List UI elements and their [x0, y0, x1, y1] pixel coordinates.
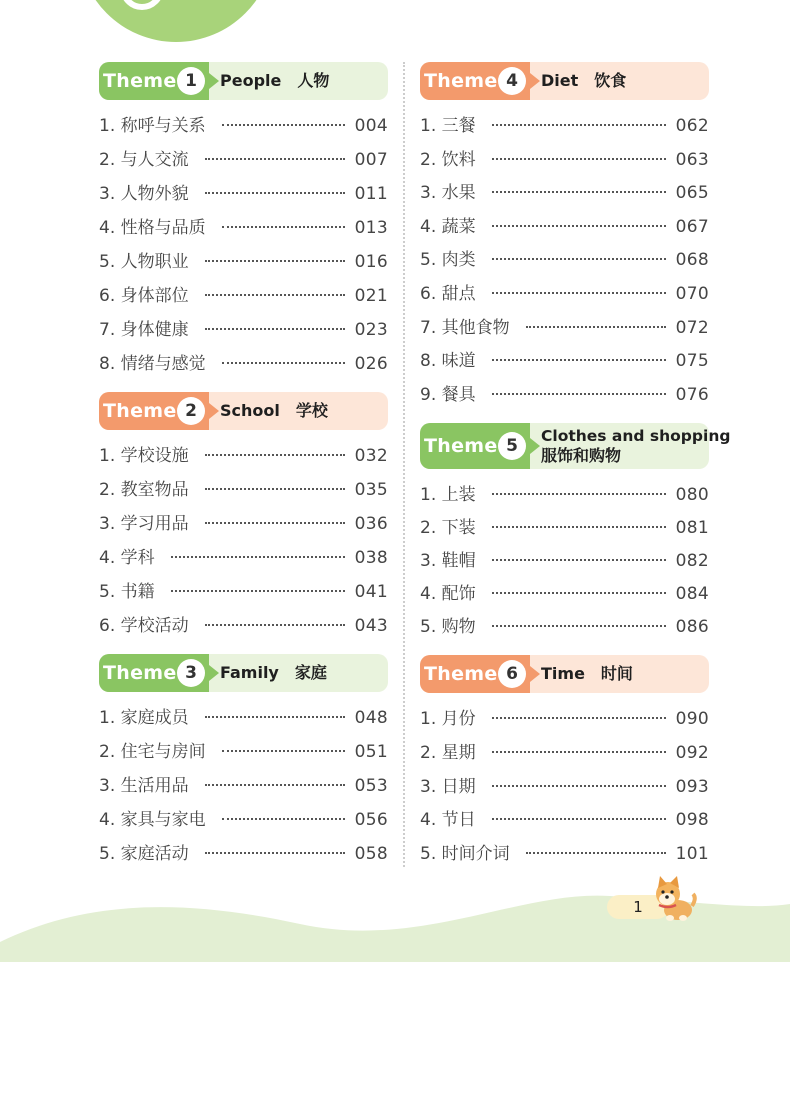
theme-word: Theme: [103, 400, 177, 422]
toc-entry-page: 058: [354, 844, 388, 864]
toc-leader-dots: [222, 818, 345, 820]
theme-word: Theme: [103, 662, 177, 684]
theme-title-en: Time: [541, 664, 585, 684]
toc-entry-label: 2. 星期: [420, 742, 476, 763]
theme-title-en: People: [220, 71, 282, 90]
toc-entry-label: 4. 家具与家电: [99, 810, 206, 830]
theme-arrow-icon: [530, 438, 540, 454]
toc-entry-label: 7. 身体健康: [99, 320, 189, 340]
toc-entry[interactable]: [99, 475, 388, 509]
toc-entry-page: 098: [675, 810, 709, 831]
toc-leader-dots: [205, 328, 345, 330]
toc-entry-label: 3. 鞋帽: [420, 551, 476, 572]
toc-entry-label: 2. 教室物品: [99, 480, 189, 500]
toc-entry-label: 1. 三餐: [420, 116, 476, 136]
theme-banner-4: [420, 62, 709, 100]
toc-entry-label: 6. 学校活动: [99, 616, 189, 636]
toc-entry[interactable]: [420, 178, 709, 212]
toc-entry[interactable]: [99, 349, 388, 383]
toc-entry-label: 5. 肉类: [420, 250, 476, 271]
toc-entry-page: 063: [675, 149, 709, 170]
toc-entry-label: 3. 生活用品: [99, 776, 189, 796]
toc-entry-label: 4. 节日: [420, 810, 476, 831]
toc-entry-label: 2. 下装: [420, 518, 476, 539]
toc-entry[interactable]: [420, 546, 709, 579]
toc-entry[interactable]: [420, 704, 709, 738]
toc-entry-label: 5. 时间介词: [420, 843, 510, 864]
toc-leader-dots: [222, 750, 345, 752]
theme-title-zh: 饮食: [594, 71, 627, 90]
theme-title-zh: 学校: [295, 401, 328, 420]
toc-entry-page: 021: [354, 286, 388, 306]
theme-title: [541, 664, 633, 684]
section-spacer: [99, 645, 388, 654]
toc-entry[interactable]: [99, 543, 388, 577]
toc-entry-page: 026: [354, 354, 388, 374]
theme-banner-6: [420, 655, 709, 693]
toc-entry-page: 016: [354, 252, 388, 272]
toc-entry[interactable]: [99, 111, 388, 145]
toc-entry-label: 3. 水果: [420, 183, 476, 204]
toc-entry-label: 3. 学习用品: [99, 514, 189, 534]
toc-entry[interactable]: [99, 737, 388, 771]
theme-title-zh: 人物: [297, 71, 330, 90]
toc-right-column: [420, 62, 731, 872]
toc-entry-page: 086: [675, 617, 709, 638]
theme-title-en: Diet: [541, 71, 579, 90]
toc-entry-page: 038: [354, 548, 388, 568]
toc-entry-page: 056: [354, 810, 388, 830]
theme-banner-3: [99, 654, 388, 692]
toc-entry-page: 062: [675, 116, 709, 136]
toc-leader-dots: [205, 260, 345, 262]
toc-entry[interactable]: [99, 179, 388, 213]
toc-entry-page: 092: [675, 742, 709, 763]
toc-entry-page: 048: [354, 708, 388, 728]
toc-leader-dots: [205, 522, 345, 524]
toc-leader-dots: [492, 158, 666, 160]
theme-word: Theme: [424, 663, 498, 686]
theme-title-en: Family: [220, 663, 279, 682]
toc-entry-page: 093: [675, 776, 709, 797]
toc-entry-page: 065: [675, 183, 709, 204]
theme-number: 2: [177, 397, 205, 425]
toc-leader-dots: [492, 717, 666, 719]
toc-leader-dots: [205, 158, 345, 160]
toc-leader-dots: [222, 362, 345, 364]
toc-entry-page: 011: [354, 184, 388, 204]
toc-leader-dots: [492, 559, 666, 561]
toc-entry-label: 1. 称呼与关系: [99, 116, 206, 136]
theme-number: 4: [498, 67, 526, 95]
toc-entry[interactable]: [420, 612, 709, 645]
toc-leader-dots: [205, 784, 345, 786]
theme-arrow-icon: [209, 403, 219, 419]
toc-leader-dots: [526, 326, 666, 328]
toc-leader-dots: [171, 556, 345, 558]
toc-entry-label: 9. 餐具: [420, 384, 476, 405]
theme-title: [541, 426, 730, 466]
toc-entry-page: 076: [675, 384, 709, 405]
toc-entry[interactable]: [99, 509, 388, 543]
toc-leader-dots: [492, 751, 666, 753]
toc-entry-page: 090: [675, 709, 709, 730]
theme-number: 3: [177, 659, 205, 687]
toc-leader-dots: [492, 225, 666, 227]
toc-entry-page: 023: [354, 320, 388, 340]
theme-number: 5: [498, 432, 526, 460]
toc-entry[interactable]: [420, 313, 709, 347]
toc-entry-page: 070: [675, 283, 709, 304]
toc-entry-label: 1. 上装: [420, 485, 476, 506]
toc-entry[interactable]: [99, 441, 388, 475]
section-spacer: [420, 645, 709, 655]
toc-entry-page: 013: [354, 218, 388, 238]
toc-leader-dots: [205, 294, 345, 296]
toc-entry-label: 1. 月份: [420, 709, 476, 730]
toc-entry-label: 4. 配饰: [420, 584, 476, 605]
theme-banner-2: [99, 392, 388, 430]
theme-arrow-icon: [530, 666, 540, 682]
toc-entry-label: 4. 蔬菜: [420, 216, 476, 237]
theme-banner-5: [420, 423, 731, 469]
toc-leader-dots: [492, 526, 666, 528]
theme-number: 1: [177, 67, 205, 95]
toc-entry-page: 067: [675, 216, 709, 237]
toc-leader-dots: [205, 192, 345, 194]
toc-entry[interactable]: [420, 111, 709, 145]
toc-leader-dots: [492, 258, 666, 260]
toc-entry-page: 004: [354, 116, 388, 136]
toc-entry-label: 3. 日期: [420, 776, 476, 797]
toc-entry-page: 041: [354, 582, 388, 602]
theme-arrow-icon: [209, 665, 219, 681]
toc-leader-dots: [492, 818, 666, 820]
toc-leader-dots: [492, 359, 666, 361]
toc-entry-page: 036: [354, 514, 388, 534]
page-number: 1: [607, 895, 669, 919]
toc-entry-label: 2. 与人交流: [99, 150, 189, 170]
shiba-dog-icon: [650, 876, 698, 922]
theme-number: 6: [498, 660, 526, 688]
toc-leader-dots: [492, 393, 666, 395]
toc-leader-dots: [492, 292, 666, 294]
toc-leader-dots: [222, 226, 345, 228]
toc-entry-page: 101: [675, 843, 709, 864]
toc-entry[interactable]: [99, 281, 388, 315]
toc-entry-page: 084: [675, 584, 709, 605]
toc-entry[interactable]: [420, 346, 709, 380]
toc-entry-label: 7. 其他食物: [420, 317, 510, 338]
toc-entry-page: 082: [675, 551, 709, 572]
toc-leader-dots: [492, 592, 666, 594]
section-spacer: [99, 383, 388, 392]
theme-title-en: School: [220, 401, 280, 420]
toc-entry[interactable]: [420, 805, 709, 839]
toc-entry-page: 080: [675, 485, 709, 506]
toc-entry-label: 8. 味道: [420, 351, 476, 372]
column-divider: [403, 62, 405, 867]
theme-title-zh: 家庭: [294, 663, 327, 682]
toc-left-column: [99, 62, 388, 873]
toc-entry[interactable]: [420, 380, 709, 414]
theme-banner-1: [99, 62, 388, 100]
toc-entry-page: 072: [675, 317, 709, 338]
toc-entry-page: 043: [354, 616, 388, 636]
toc-entry-label: 2. 住宅与房间: [99, 742, 206, 762]
toc-leader-dots: [526, 852, 666, 854]
toc-entry-label: 3. 人物外貌: [99, 184, 189, 204]
toc-entry[interactable]: [99, 247, 388, 281]
toc-entry-label: 1. 家庭成员: [99, 708, 189, 728]
theme-word: Theme: [424, 70, 498, 92]
toc-leader-dots: [205, 852, 345, 854]
toc-entry-label: 6. 甜点: [420, 283, 476, 304]
toc-entry[interactable]: [420, 245, 709, 279]
theme-arrow-icon: [209, 73, 219, 89]
toc-leader-dots: [492, 124, 666, 126]
theme-title: [220, 663, 327, 683]
theme-title-zh: 时间: [600, 664, 633, 684]
section-spacer: [420, 413, 709, 423]
toc-entry-label: 4. 学科: [99, 548, 155, 568]
toc-leader-dots: [205, 454, 345, 456]
toc-entry-label: 4. 性格与品质: [99, 218, 206, 238]
theme-title: [220, 401, 328, 421]
toc-entry[interactable]: [99, 611, 388, 645]
toc-entry[interactable]: [99, 839, 388, 873]
theme-word: Theme: [424, 435, 498, 458]
toc-leader-dots: [492, 493, 666, 495]
toc-entry-label: 8. 情绪与感觉: [99, 354, 206, 374]
toc-entry[interactable]: [420, 145, 709, 179]
toc-entry[interactable]: [99, 577, 388, 611]
toc-entry-page: 081: [675, 518, 709, 539]
toc-entry-label: 5. 书籍: [99, 582, 155, 602]
toc-leader-dots: [492, 191, 666, 193]
theme-word: Theme: [103, 70, 177, 92]
toc-entry[interactable]: [420, 480, 709, 513]
toc-entry-label: 1. 学校设施: [99, 446, 189, 466]
toc-entry[interactable]: [99, 805, 388, 839]
theme-title: [220, 71, 329, 91]
toc-entry[interactable]: [420, 772, 709, 806]
toc-entry[interactable]: [99, 213, 388, 247]
toc-entry[interactable]: [420, 513, 709, 546]
toc-entry[interactable]: [420, 738, 709, 772]
toc-leader-dots: [205, 716, 345, 718]
toc-entry-page: 007: [354, 150, 388, 170]
toc-leader-dots: [222, 124, 345, 126]
toc-leader-dots: [205, 488, 345, 490]
toc-entry-label: 5. 购物: [420, 617, 476, 638]
toc-entry[interactable]: [99, 145, 388, 179]
toc-entry-page: 032: [354, 446, 388, 466]
header-decoration-circle: [78, 0, 274, 42]
toc-entry-page: 051: [354, 742, 388, 762]
toc-entry[interactable]: [420, 279, 709, 313]
toc-entry-page: 053: [354, 776, 388, 796]
theme-title-en: Clothes and shopping: [541, 427, 731, 446]
theme-title: [541, 71, 626, 91]
toc-entry[interactable]: [420, 579, 709, 612]
toc-entry-label: 6. 身体部位: [99, 286, 189, 306]
toc-entry-page: 075: [675, 351, 709, 372]
toc-entry-page: 068: [675, 250, 709, 271]
toc-entry[interactable]: [420, 839, 709, 873]
theme-title-zh: 服饰和购物: [541, 446, 622, 466]
toc-entry[interactable]: [99, 771, 388, 805]
toc-leader-dots: [205, 624, 345, 626]
toc-entry-label: 5. 人物职业: [99, 252, 189, 272]
toc-entry-label: 5. 家庭活动: [99, 844, 189, 864]
toc-leader-dots: [171, 590, 345, 592]
toc-entry-label: 2. 饮料: [420, 149, 476, 170]
theme-arrow-icon: [530, 73, 540, 89]
toc-entry[interactable]: [420, 212, 709, 246]
toc-entry[interactable]: [99, 703, 388, 737]
toc-entry[interactable]: [99, 315, 388, 349]
toc-leader-dots: [492, 785, 666, 787]
toc-leader-dots: [492, 625, 666, 627]
toc-entry-page: 035: [354, 480, 388, 500]
